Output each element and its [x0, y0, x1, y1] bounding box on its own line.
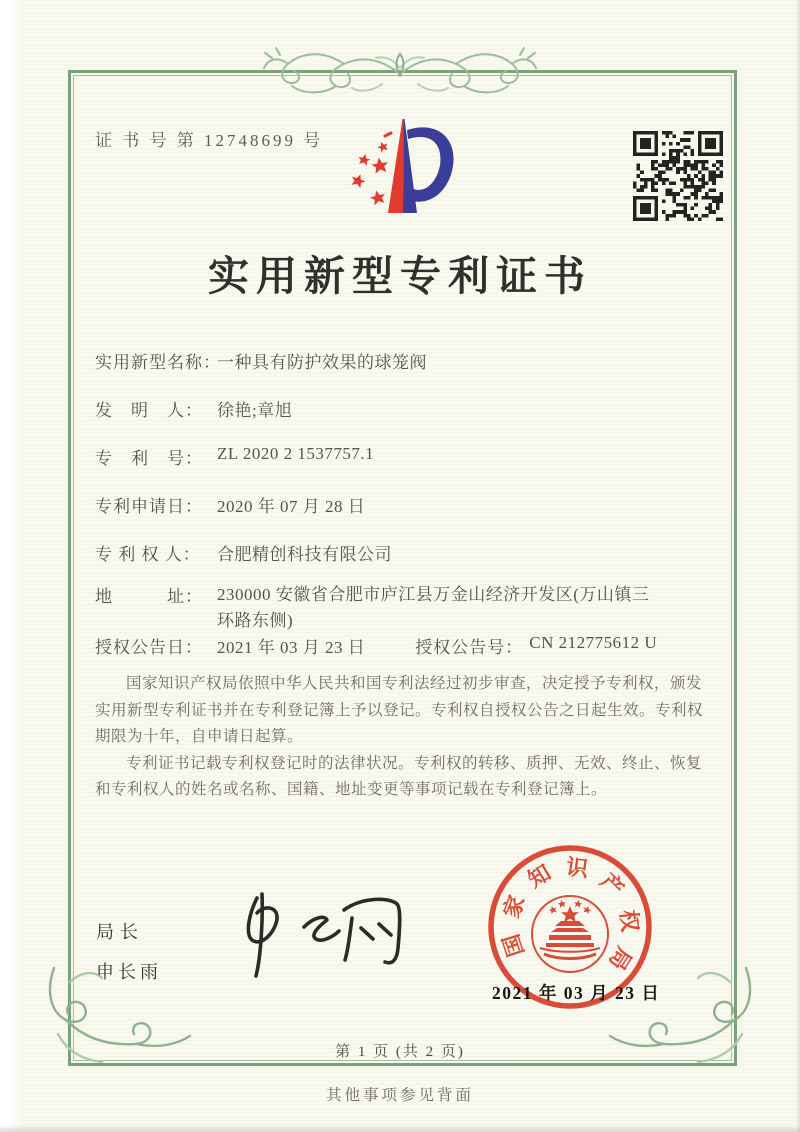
field-utility-model-name — [95, 348, 427, 373]
qr-code-image — [633, 131, 723, 221]
field-value: 2021 年 03 月 23 日 — [217, 638, 366, 657]
field-filing-date — [95, 492, 365, 517]
certificate-number: 证 书 号 第 12748699 号 — [95, 131, 324, 150]
field-grant-date-and-number — [95, 633, 657, 658]
seal-char: 国 — [498, 931, 529, 960]
seal-char: 产 — [595, 868, 629, 902]
field-label: 专利申请日： — [95, 497, 203, 516]
field-label: 专 利 权 人： — [95, 545, 201, 564]
field-label: 实用新型名称： — [95, 353, 221, 372]
seal-char: 局 — [604, 942, 637, 975]
national-emblem-icon — [532, 896, 608, 972]
field-inventors — [95, 396, 292, 421]
seal-char: 知 — [523, 859, 556, 893]
director-signature-icon — [212, 884, 430, 988]
certificate-title: 实用新型专利证书 — [208, 253, 592, 299]
field-value: ZL 2020 2 1537757.1 — [217, 444, 375, 463]
field-patent-number — [95, 444, 374, 469]
cnipa-logo-icon — [333, 110, 473, 237]
scan-edge-left — [0, 0, 22, 1132]
top-ornament-icon — [258, 28, 542, 110]
seal-char: 家 — [498, 892, 530, 922]
page-indicator: 第 1 页 (共 2 页) — [335, 1044, 465, 1060]
field-value: CN 212775612 U — [529, 633, 658, 652]
field-value: 徐艳;章旭 — [217, 401, 293, 420]
field-patentee — [95, 540, 392, 565]
field-address — [95, 582, 661, 634]
scan-edge-right — [796, 0, 800, 1132]
signer-name: 申长雨 — [96, 962, 162, 982]
field-value: 合肥精创科技有限公司 — [217, 545, 392, 564]
field-value: 230000 安徽省合肥市庐江县万金山经济开发区(万山镇三环路东侧) — [217, 585, 650, 630]
qr-code — [633, 131, 723, 221]
field-label: 专 利 号： — [95, 449, 203, 468]
legal-text — [95, 671, 711, 804]
signer-block — [96, 918, 162, 984]
scan-edge-bottom — [0, 1125, 800, 1132]
field-value: 一种具有防护效果的球笼阀 — [217, 353, 427, 372]
field-label: 授权公告日： — [95, 638, 203, 657]
field-label: 地 址： — [95, 587, 203, 606]
seal-char: 权 — [615, 908, 643, 934]
field-label: 发 明 人： — [95, 401, 203, 420]
seal-date: 2021 年 03 月 23 日 — [492, 983, 661, 1003]
signer-title: 局长 — [96, 922, 144, 942]
field-value: 2020 年 07 月 28 日 — [217, 497, 366, 516]
legal-paragraph: 专利证书记载专利权登记时的法律状况。专利权的转移、质押、无效、终止、恢复和专利权人的姓名或名称、国籍、地址变更等事项记载在专利登记簿上。 — [95, 754, 703, 798]
seal-char: 识 — [564, 854, 590, 882]
field-label: 授权公告号： — [415, 638, 524, 657]
back-side-note: 其他事项参见背面 — [325, 1087, 474, 1104]
legal-paragraph: 国家知识产权局依照中华人民共和国专利法经过初步审查，决定授予专利权，颁发实用新型专利证书并在专利登记簿上予以登记。专利权自授权公告之日起生效。专利权期限为十年，自申请日起算。 — [95, 675, 704, 745]
